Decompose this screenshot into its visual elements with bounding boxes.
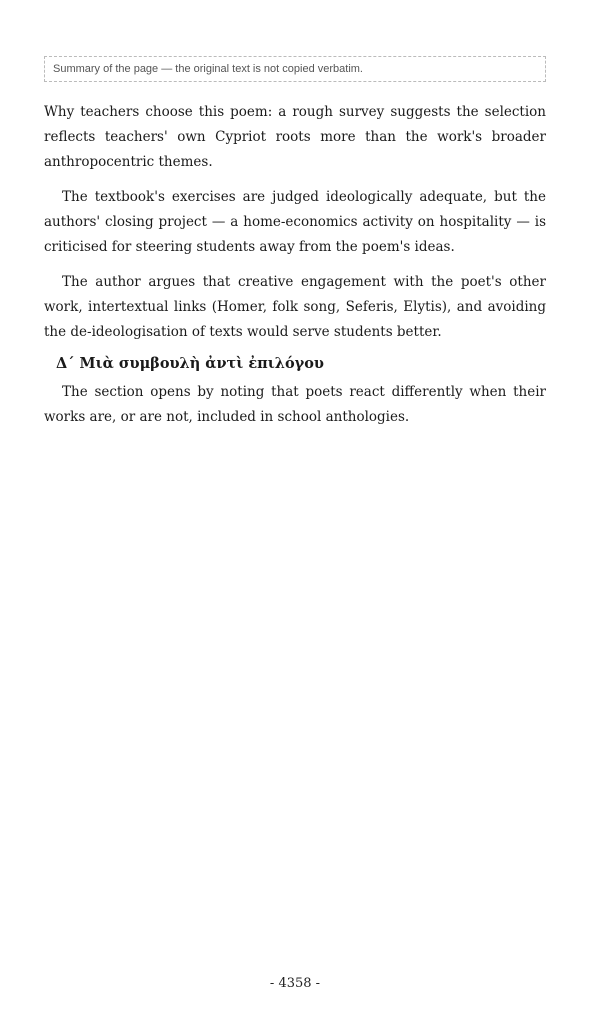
paragraph-summary-1: Why teachers choose this poem: a rough survey suggests the selection reflects teachers' own Cypriot roots more than the work's broader anthropocentric themes. [44, 104, 546, 170]
section-heading: Δ΄ Μιὰ συμβουλὴ ἀντὶ ἐπιλόγου [56, 355, 324, 372]
paragraph-summary-3: The author argues that creative engagement with the poet's other work, intertextual links (Homer, folk song, Seferis, Elytis), and avoiding the de-ideologisation of texts would serve students better. [44, 274, 546, 340]
closing-summary: The section opens by noting that poets react differently when their works are, or are not, included in school anthologies. [44, 384, 546, 425]
page-number: - 4358 - [269, 976, 321, 991]
paragraph-summary-2: The textbook's exercises are judged ideologically adequate, but the authors' closing project — a home-economics activity on hospitality — is criticised for steering students away from the poem's ideas. [44, 189, 546, 255]
summary-notice: Summary of the page — the original text is not copied verbatim. [44, 56, 546, 82]
